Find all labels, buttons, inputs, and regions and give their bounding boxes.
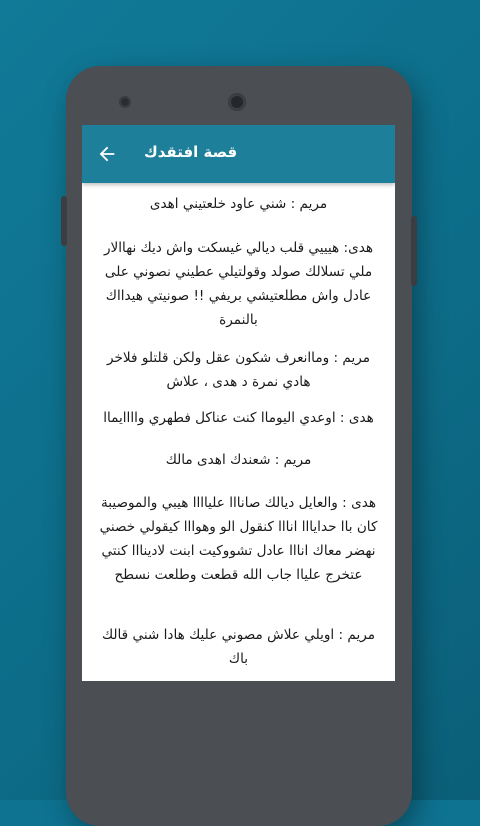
arrow-back-icon[interactable] — [96, 143, 118, 165]
sensor-dot — [119, 96, 131, 108]
dialogue-line: هدى : اوعدي اليوماا كنت عناكل فطهري واااايماا — [103, 410, 374, 426]
app-bar — [82, 125, 395, 183]
dialogue-line: مريم : شعندك اهدى مالك — [165, 452, 312, 468]
dialogue-line: مريم : شني عاود خلعتيني اهدى — [149, 196, 328, 212]
story-content[interactable] — [82, 183, 395, 681]
dialogue-line: هدى: هيييي قلب ديالي غيسكت واش ديك نهاالار ملي تسلالك صولد وقولتيلي عطيني نصوني على عادل واش مطلعتيشي بريفي !! صونيتي هيدااك بالنمرة — [103, 240, 374, 328]
volume-button — [61, 196, 67, 246]
front-camera — [228, 93, 246, 111]
side-button — [411, 216, 417, 286]
page-title: قصة افتقدك — [144, 143, 238, 161]
dialogue-line: هدى : والعايل ديالك صانااا علياااا هيبي والموصيبة كان باا حدايااا انااا كنقول الو وهوااا كيقولي خصني نهضر معاك انااا عادل تشووكيت ابنت لادينااا كنتي عتخرج علياا جاب الله قطعت وطلعت نسطح — [99, 495, 378, 583]
app-screen — [82, 125, 395, 681]
dialogue-line: مريم : وماانعرف شكون عقل ولكن قلتلو فلاخر هادي نمرة د هدى ، علاش — [106, 350, 371, 390]
dialogue-line: مريم : اويلي علاش مصوني عليك هادا شني قالك باك — [101, 627, 376, 667]
phone-frame — [66, 66, 412, 826]
